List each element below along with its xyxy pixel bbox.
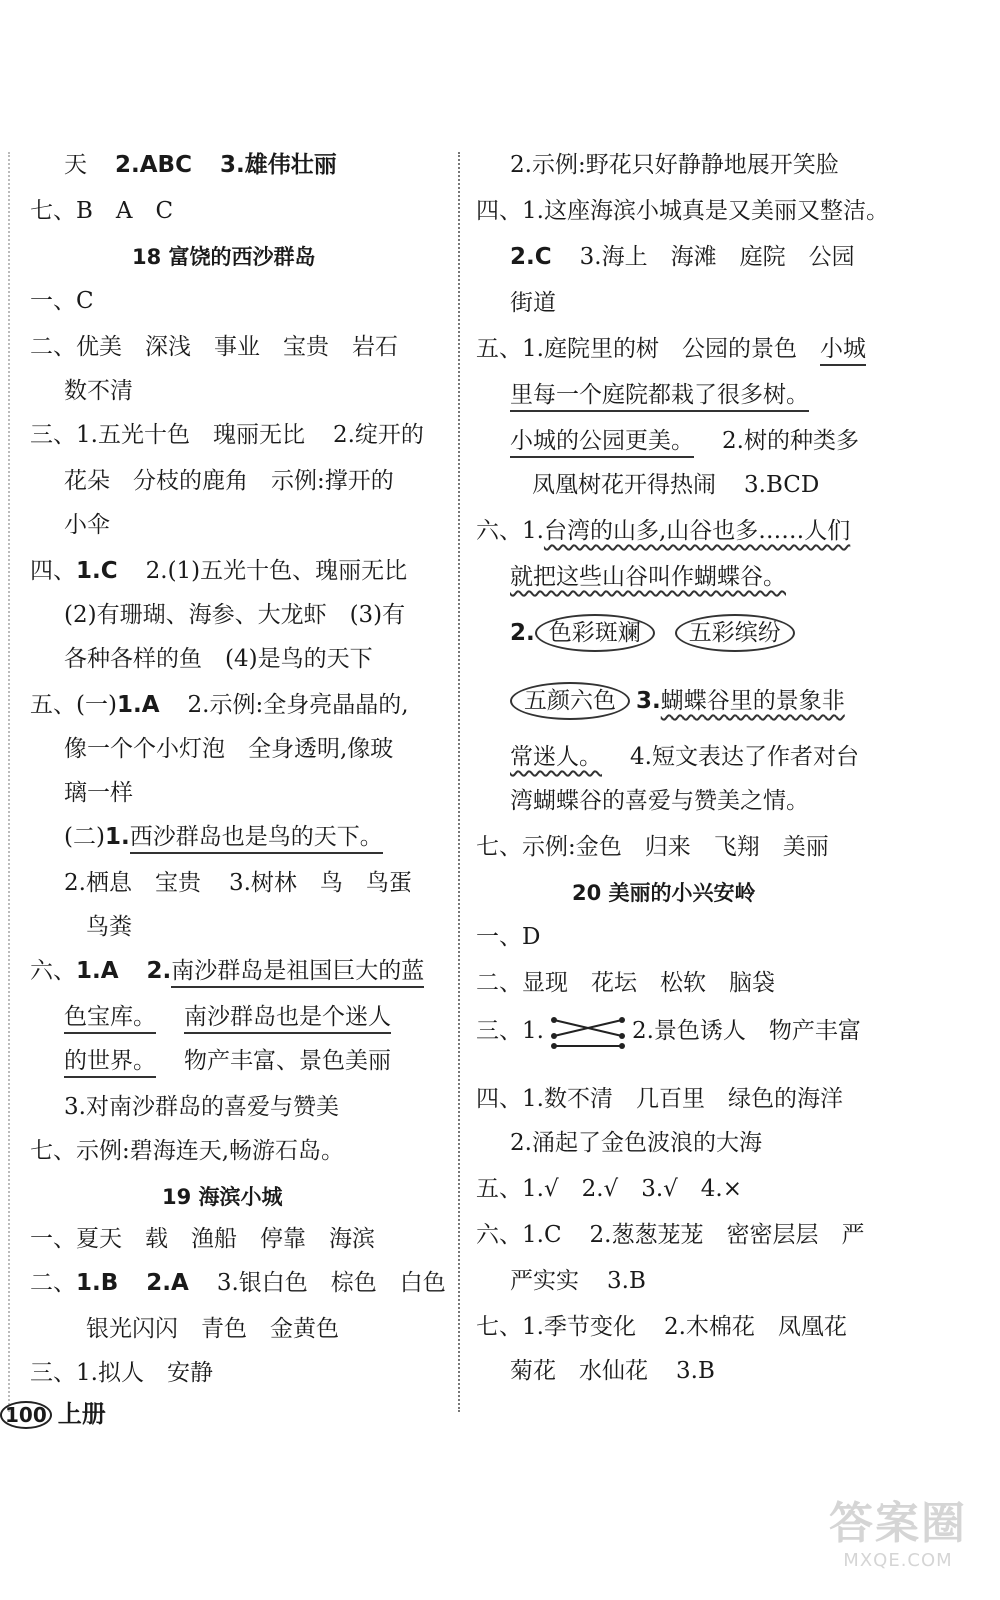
answer-text: 2.A <box>146 1270 189 1296</box>
wavy-underlined-answer: 常迷人。 <box>510 744 602 770</box>
answer-text: 三、1. <box>476 1018 544 1044</box>
underlined-answer: 里每一个庭院都栽了很多树。 <box>510 382 809 412</box>
answer-text: 菊花 水仙花 <box>510 1358 648 1384</box>
answer-line: 像一个个小灯泡 全身透明,像玻 <box>64 736 394 762</box>
answer-line: 二、显现 花坛 松软 脑袋 <box>476 970 775 996</box>
answer-line: 四、1.数不清 几百里 绿色的海洋 <box>476 1086 843 1112</box>
answer-text: 3.海上 海滩 庭院 公园 <box>579 244 855 270</box>
circled-word: 五彩缤纷 <box>675 614 795 652</box>
answer-line <box>30 1358 213 1388</box>
answer-line <box>30 1046 391 1076</box>
answer-line <box>476 516 850 546</box>
answer-line: 二、优美 深浅 事业 宝贵 岩石 <box>30 334 398 360</box>
page-number: 100 <box>0 1401 52 1429</box>
answer-line <box>476 562 786 592</box>
answer-line: 银光闪闪 青色 金黄色 <box>86 1316 339 1342</box>
answer-text: 3.银白色 棕色 白色 <box>216 1270 446 1296</box>
answer-text: 1.C <box>76 558 118 584</box>
answer-line <box>30 956 424 986</box>
wavy-underlined-answer: 蝴蝶谷里的景象非 <box>660 688 845 714</box>
answer-text: 2. <box>510 620 535 646</box>
answer-line: 七、示例:金色 归来 飞翔 美丽 <box>476 834 829 860</box>
answer-text: 2.(1)五光十色、瑰丽无比 <box>145 558 408 584</box>
answer-text: 天 <box>64 152 87 178</box>
answer-line: 湾蝴蝶谷的喜爱与赞美之情。 <box>510 788 809 814</box>
answer-text: 2.木棉花 凤凰花 <box>663 1314 847 1340</box>
answer-line: 一、C <box>30 288 94 314</box>
answer-text: 3.树林 鸟 鸟蛋 <box>228 870 412 896</box>
wavy-underlined-answer: 就把这些山谷叫作蝴蝶谷。 <box>510 564 786 590</box>
watermark-logo <box>818 1498 978 1594</box>
answer-line <box>30 1268 446 1298</box>
answer-text: 2.ABC <box>115 152 192 178</box>
answer-line <box>476 682 845 720</box>
answer-text: 四、 <box>30 558 76 584</box>
answer-text: 1.A <box>116 692 160 718</box>
answer-text: 1.A <box>76 958 119 984</box>
answer-text: 1.五光十色 瑰丽无比 <box>76 422 305 448</box>
answer-line <box>532 470 819 500</box>
page-edge-dots <box>8 152 10 1412</box>
answer-text: 二、 <box>30 1270 76 1296</box>
answer-line <box>476 1266 646 1296</box>
answer-text: 3.雄伟壮丽 <box>219 152 337 178</box>
answer-line <box>476 426 859 456</box>
answer-line <box>30 150 337 180</box>
lesson-title-19: 19 海滨小城 <box>162 1185 283 1209</box>
wavy-underlined-answer: 台湾的山多,山谷也多……人们 <box>543 518 851 544</box>
circled-word: 五颜六色 <box>510 682 630 720</box>
answer-text: 2.景色诱人 物产丰富 <box>631 1018 861 1044</box>
answer-line: 一、D <box>476 924 541 950</box>
answer-text: 2.葱葱茏茏 密密层层 严 <box>589 1222 865 1248</box>
answer-text: 2.示例:全身亮晶晶的, <box>187 692 409 718</box>
column-divider <box>458 152 460 1412</box>
answer-line <box>476 614 815 652</box>
answer-text: 1. <box>104 824 130 850</box>
answer-line <box>476 242 855 272</box>
answer-line: 3.对南沙群岛的喜爱与赞美 <box>64 1094 339 1120</box>
answer-text: 3.BCD <box>744 472 820 498</box>
answer-line: 五、1.√ 2.√ 3.√ 4.× <box>476 1176 743 1202</box>
answer-text: 六、 <box>30 958 76 984</box>
answer-line <box>30 556 407 586</box>
answer-text: 4.短文表达了作者对台 <box>630 744 859 770</box>
answer-line: 数不清 <box>64 378 133 404</box>
underlined-answer: 南沙群岛是祖国巨大的蓝 <box>171 958 424 988</box>
answer-line <box>30 420 424 450</box>
matching-lines-diagram <box>550 1012 626 1052</box>
answer-line: (2)有珊瑚、海参、大龙虾 (3)有 <box>64 602 406 628</box>
answer-text: 七、1.季节变化 <box>476 1314 636 1340</box>
answer-text: 六、1.C <box>476 1222 562 1248</box>
answer-text: 3. <box>636 688 661 714</box>
answer-line <box>476 1220 865 1250</box>
answer-text: 五、1.庭院里的树 公园的景色 <box>476 336 820 362</box>
answer-text: 严实实 <box>510 1268 579 1294</box>
answer-line <box>30 822 383 852</box>
answer-line: 七、示例:碧海连天,畅游石岛。 <box>30 1138 345 1164</box>
answer-text: 三、 <box>30 422 76 448</box>
answer-text: 2.栖息 宝贵 <box>64 870 201 896</box>
answer-line: 鸟粪 <box>86 914 132 940</box>
answer-line <box>476 334 866 364</box>
underlined-answer: 西沙群岛也是鸟的天下。 <box>130 824 383 854</box>
answer-line <box>476 1012 861 1052</box>
answer-text: 五、(一) <box>30 692 117 718</box>
answer-line <box>30 868 412 898</box>
answer-text: (二) <box>64 824 105 850</box>
underlined-answer: 南沙群岛也是个迷人 <box>184 1004 391 1034</box>
answer-text: 1.拟人 安静 <box>76 1360 213 1386</box>
lesson-title-18: 18 富饶的西沙群岛 <box>132 245 316 269</box>
volume-label: 上册 <box>57 1400 106 1428</box>
answer-text: 1.B <box>76 1270 119 1296</box>
answer-line <box>476 742 859 772</box>
underlined-answer: 色宝库。 <box>64 1004 156 1034</box>
answer-line <box>476 1312 847 1342</box>
answer-line: 街道 <box>510 290 556 316</box>
answer-line: 2.示例:野花只好静静地展开笑脸 <box>510 152 839 178</box>
answer-text: 2.C <box>510 244 552 270</box>
answer-line: 七、B A C <box>30 198 174 224</box>
watermark-url: MXQE.COM <box>843 1550 953 1571</box>
answer-text: 物产丰富、景色美丽 <box>184 1048 391 1074</box>
answer-text: 三、 <box>30 1360 76 1386</box>
lesson-title-20: 20 美丽的小兴安岭 <box>572 881 756 905</box>
answer-line <box>30 1002 391 1032</box>
underlined-answer: 小城的公园更美。 <box>510 428 694 458</box>
watermark-logo-text: 答案圈 <box>829 1498 967 1549</box>
answer-text: 2.绽开的 <box>332 422 424 448</box>
answer-line: 2.涌起了金色波浪的大海 <box>510 1130 762 1156</box>
answer-line: 各种各样的鱼 (4)是鸟的天下 <box>64 646 373 672</box>
answer-line: 璃一样 <box>64 780 133 806</box>
page-footer <box>0 1394 106 1429</box>
answer-line <box>476 1356 715 1386</box>
underlined-answer: 小城 <box>820 336 866 366</box>
answer-text: 2.树的种类多 <box>722 428 859 454</box>
answer-line: 小伞 <box>64 512 110 538</box>
answer-line <box>30 690 409 720</box>
answer-text: 3.B <box>676 1358 715 1384</box>
answer-line: 四、1.这座海滨小城真是又美丽又整洁。 <box>476 198 889 224</box>
answer-text: 2. <box>146 958 172 984</box>
answer-text: 凤凰树花开得热闹 <box>532 472 716 498</box>
answer-text: 3.B <box>607 1268 646 1294</box>
circled-word: 色彩斑斓 <box>535 614 655 652</box>
answer-text: 六、1. <box>476 518 544 544</box>
answer-line: 花朵 分枝的鹿角 示例:撑开的 <box>64 468 394 494</box>
underlined-answer: 的世界。 <box>64 1048 156 1078</box>
answer-line <box>476 380 809 410</box>
answer-line: 一、夏天 载 渔船 停靠 海滨 <box>30 1226 375 1252</box>
